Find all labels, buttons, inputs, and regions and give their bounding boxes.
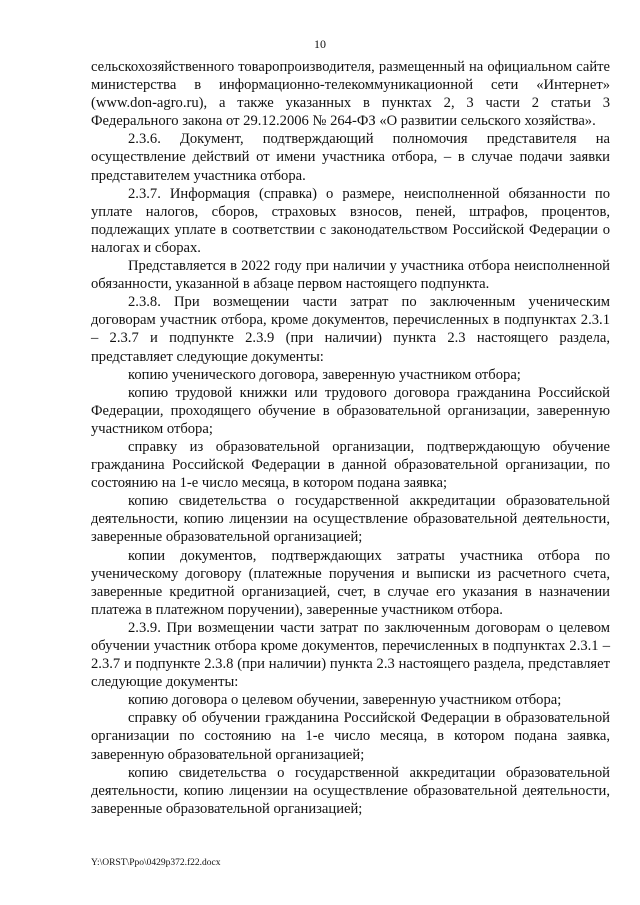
list-item: копию договора о целевом обучении, заверенную участником отбора; [128,692,562,709]
list-item: копию трудовой книжки или трудового договора гражданина Российской Федерации, проходящего обучение в образовательной организации, заверенную участником отбора; [91,384,610,437]
list-item: копию ученического договора, заверенную участником отбора; [128,366,521,383]
paragraph-2-3-7-note: Представляется в 2022 году при наличии у участника отбора неисполненной обязанности, указанной в абзаце первом настоящего подпункта. [91,258,610,293]
list-item: справку из образовательной организации, подтверждающую обучение гражданина Российской Федерации в данной образовательной организации, по состоянию на 1-е число месяца, в котором подана заявка; [91,438,610,492]
paragraph-2-3-9: 2.3.9. При возмещении части затрат по заключенным договорам о целевом обучении участник отбора кроме документов, перечисленных в подпунктах 2.3.1 – 2.3.7 и подпункте 2.3.8 (при наличии) пункта 2.3 настоящего раздела, представляет следующие документы: [91,619,610,691]
list-item: справку об обучении гражданина Российской Федерации в образовательной организации по состоянию на 1-е число месяца, в котором подана заявка, заверенную образовательной организацией; [91,710,610,763]
page-number: 10 [314,37,326,51]
list-item: копию свидетельства о государственной аккредитации образовательной деятельности, копию лицензии на осуществление образовательной деятельности, заверенные образовательной организацией; [91,493,610,546]
paragraph-2-3-6: 2.3.6. Документ, подтверждающий полномочия представителя на осуществление действий от имени участника отбора, – в случае подачи заявки представителем участника отбора. [91,131,610,184]
paragraph-2-3-8: 2.3.8. При возмещении части затрат по заключенным ученическим договорам участник отбора, кроме документов, перечисленных в подпунктах 2.3.1 – 2.3.7 и подпункте 2.3.9 (при наличии) пункта 2.3 настоящего раздела, представляет следующие документы: [91,294,610,365]
paragraph-2-3-7: 2.3.7. Информация (справка) о размере, неисполненной обязанности по уплате налогов, сборов, страховых взносов, пеней, штрафов, процентов, подлежащих уплате в соответствии с законодательством Российской Федерации о налогах и сборах. [91,185,610,256]
paragraph-continuation: сельскохозяйственного товаропроизводителя, размещенный на официальном сайте министерства в информационно-телекоммуникационной сети «Интернет» (www.don-agro.ru), а также указанных в пунктах 2, 3 части 2 статьи 3 Федерального закона от 29.12.2006 № 264-ФЗ «О развитии сельского хозяйства». [91,59,610,130]
list-item: копию свидетельства о государственной аккредитации образовательной деятельности, копию лицензии на осуществление образовательной деятельности, заверенные образовательной организацией; [91,764,610,817]
document-body [91,58,610,818]
list-item: копии документов, подтверждающих затраты участника отбора по ученическому договору (платежные поручения и выписки из расчетного счета, заверенные кредитной организацией, счет, в случае его указания в назначении платежа в платежном поручении), заверенные участником отбора. [91,547,610,618]
file-path-footer: Y:\ORST\Ppo\0429p372.f22.docx [91,858,221,868]
